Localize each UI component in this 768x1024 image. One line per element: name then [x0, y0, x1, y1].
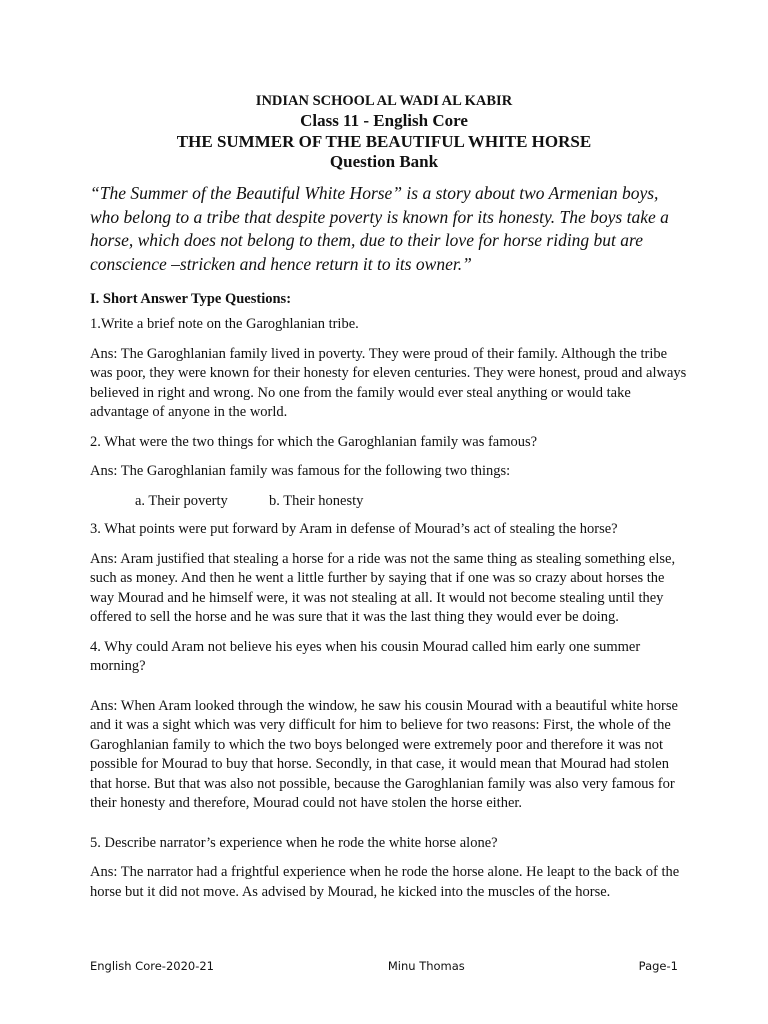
school-name: INDIAN SCHOOL AL WADI AL KABIR [255, 93, 513, 109]
answer-4: Ans: When Aram looked through the window, he saw his cousin Mourad with a beautiful white horse and it was a sight which was very difficult for him to believe for two reasons: First, the whole of the Garoghlanian family to which the two boys belonged were extremely poor and therefore it was not possible for Mourad to buy that horse. Secondly, in that case, it would mean that Mourad had stolen that horse. But that was also not possible, because the Garoghlanian family was also very famous for their honesty and therefore, Mourad could not have stolen the horse either. [90, 697, 678, 811]
answer-2-option-a: a. Their poverty [135, 492, 228, 509]
question-4: 4. Why could Aram not believe his eyes when his cousin Mourad called him early one summer morning? [90, 638, 641, 674]
answer-2-option-b: b. Their honesty [269, 492, 364, 509]
intro-summary: “The Summer of the Beautiful White Horse” is a story about two Armenian boys, who belong to a tribe that despite poverty is known for its honesty. The boys take a horse, which does not belong to them, due to their love for horse riding but are conscience –stricken and hence return it to its owner.” [90, 183, 669, 274]
page-footer [90, 959, 678, 973]
question-2: 2. What were the two things for which the Garoghlanian family was famous? [90, 433, 538, 450]
section-heading: I. Short Answer Type Questions: [90, 291, 292, 307]
class-subject: Class 11 - English Core [300, 111, 468, 130]
story-title: THE SUMMER OF THE BEAUTIFUL WHITE HORSE [176, 131, 592, 151]
footer-author: Minu Thomas [387, 959, 465, 973]
question-answer-list [90, 315, 690, 912]
answer-3: Ans: Aram justified that stealing a horse for a ride was not the same thing as stealing something else, such as money. And then he went a little further by saying that if one was so crazy about horses the way Mourad and he himself were, it was not stealing at all. It would not become stealing until they offered to sell the horse and he was sure that it was the last thing they would ever be doing. [90, 550, 676, 625]
question-3: 3. What points were put forward by Aram in defense of Mourad’s act of stealing the horse? [90, 521, 618, 537]
answer-2: Ans: The Garoghlanian family was famous for the following two things: [90, 463, 511, 479]
question-5: 5. Describe narrator’s experience when he rode the white horse alone? [90, 834, 498, 851]
answer-2-options [90, 492, 690, 512]
document-type: Question Bank [329, 152, 439, 171]
answer-1: Ans: The Garoghlanian family lived in poverty. They were proud of their family. Although the tribe was poor, they were known for their honesty for eleven centuries. They were honest, proud and always believed in right and wrong. No one from the family would ever steal anything or would take advantage of anyone in the world. [90, 345, 687, 420]
question-1: 1.Write a brief note on the Garoghlanian tribe. [90, 316, 359, 332]
footer-page-number: Page-1 [638, 959, 678, 973]
footer-course: English Core-2020-21 [90, 959, 214, 973]
document-header [0, 91, 768, 173]
answer-5: Ans: The narrator had a frightful experience when he rode the horse alone. He leapt to the back of the horse but it did not move. As advised by Mourad, he kicked into the muscles of the horse. [90, 864, 680, 900]
